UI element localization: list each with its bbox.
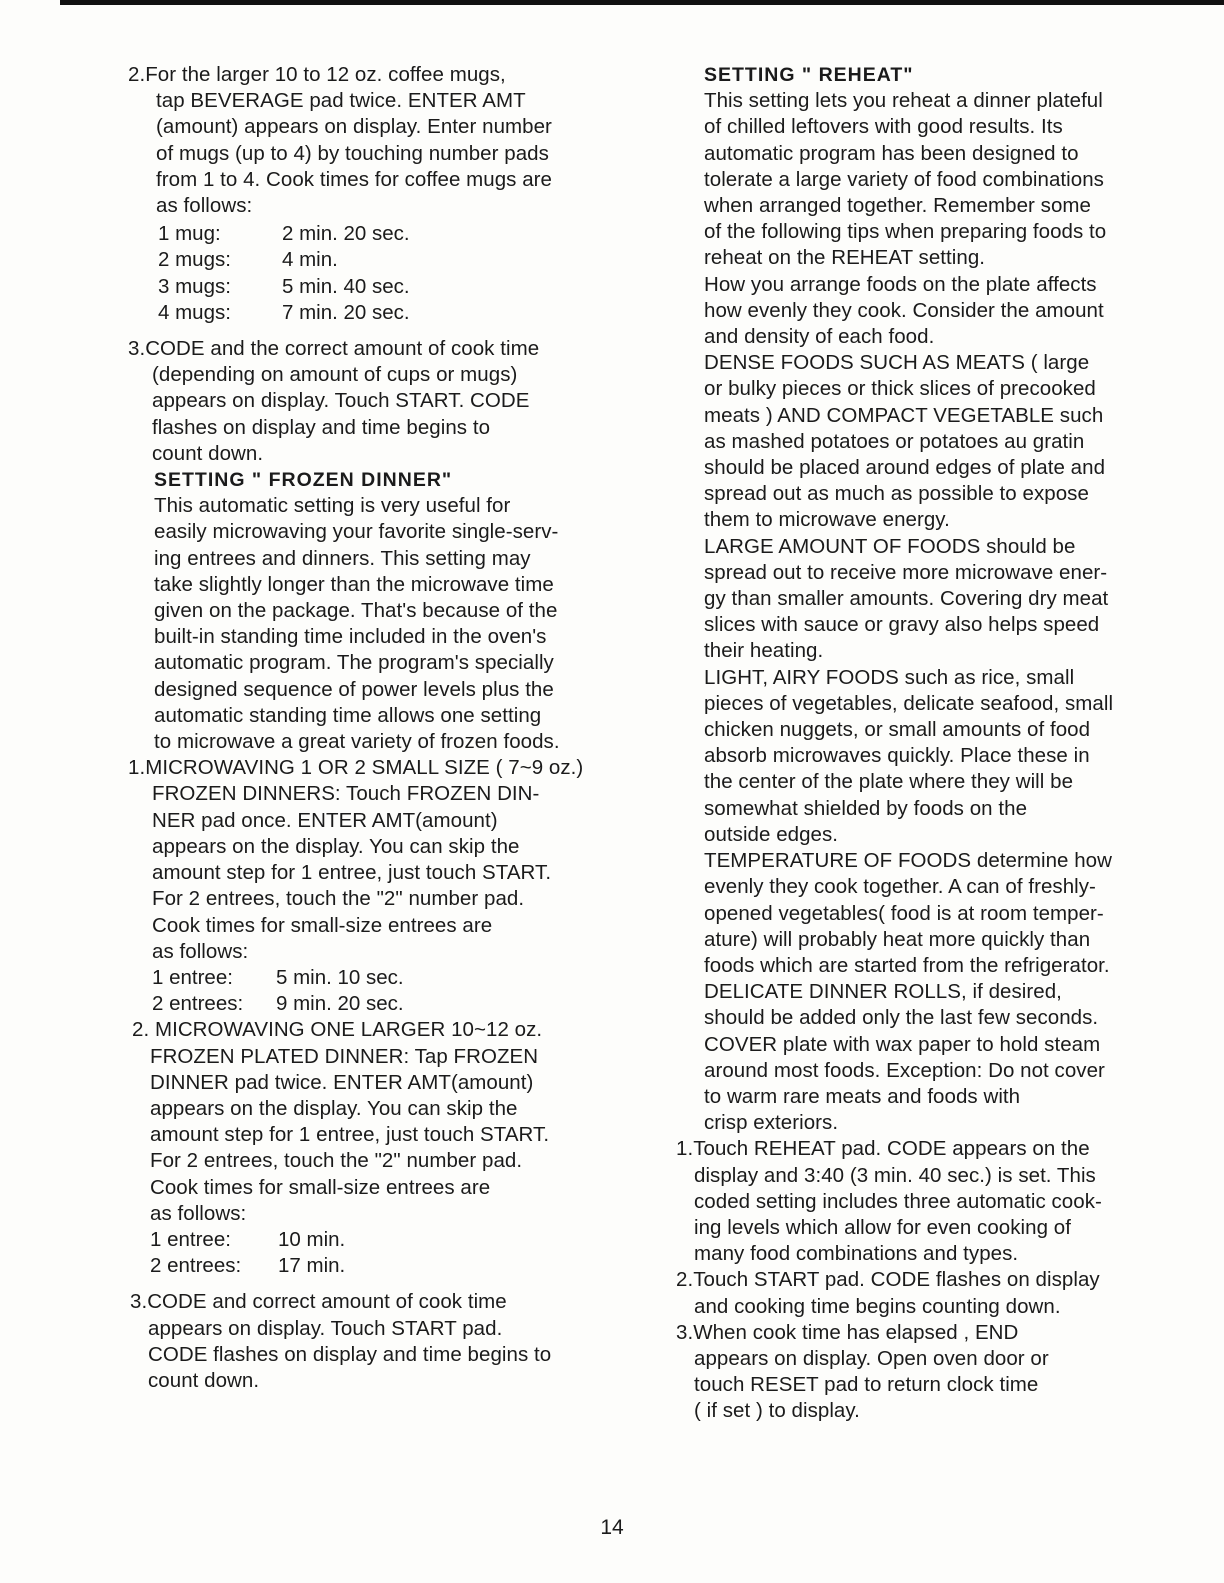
text-line: spread out as much as possible to expose [704, 482, 1089, 506]
text-line: display and 3:40 (3 min. 40 sec.) is set. This [694, 1163, 1096, 1187]
text-line: from 1 to 4. Cook times for coffee mugs are [156, 167, 552, 191]
frozen-step-1 [128, 755, 648, 965]
text-line: crisp exteriors. [704, 1111, 839, 1135]
text-line: FROZEN PLATED DINNER: Tap FROZEN [150, 1044, 539, 1068]
beverage-step-3 [128, 336, 648, 467]
text-line: and cooking time begins counting down. [694, 1294, 1061, 1318]
table-row [150, 1227, 648, 1253]
text-line: somewhat shielded by foods on the [704, 796, 1028, 820]
text-line: appears on display. Touch START. CODE [152, 389, 530, 413]
text-line: 3.CODE and the correct amount of cook time [128, 337, 540, 361]
entree-count: 1 entree: [152, 965, 233, 989]
text-line: foods which are started from the refrigerator. [704, 953, 1110, 977]
text-line: or bulky pieces or thick slices of precooked [704, 377, 1096, 401]
text-line: touch RESET pad to return clock time [694, 1373, 1039, 1397]
text-line: should be placed around edges of plate and [704, 456, 1106, 480]
text-line: amount step for 1 entree, just touch START. [152, 861, 552, 885]
text-line: automatic program. The program's specially [154, 651, 554, 675]
text-line: as follows: [152, 939, 249, 963]
text-line: of mugs (up to 4) by touching number pads [156, 141, 549, 165]
text-line: should be added only the last few seconds. [704, 1006, 1099, 1030]
mug-count: 3 mugs: [158, 274, 231, 298]
entree-time: 5 min. 10 sec. [276, 965, 404, 989]
text-line: LARGE AMOUNT OF FOODS should be [704, 534, 1076, 558]
text-line: flashes on display and time begins to [152, 415, 491, 439]
text-line: (amount) appears on display. Enter number [156, 115, 552, 139]
frozen-step-2 [128, 1017, 648, 1227]
reheat-heading: SETTING " REHEAT" [704, 64, 914, 86]
text-line: many food combinations and types. [694, 1242, 1019, 1266]
text-line: DINNER pad twice. ENTER AMT(amount) [150, 1070, 534, 1094]
text-line: meats ) AND COMPACT VEGETABLE such [704, 403, 1104, 427]
text-line: how evenly they cook. Consider the amount [704, 298, 1104, 322]
table-row [158, 274, 648, 300]
text-line: NER pad once. ENTER AMT(amount) [152, 808, 498, 832]
text-line: 2.For the larger 10 to 12 oz. coffee mugs, [128, 63, 506, 86]
text-line: 3.When cook time has elapsed , END [676, 1320, 1019, 1344]
text-line: For 2 entrees, touch the "2" number pad. [150, 1149, 523, 1173]
text-line: of chilled leftovers with good results. Its [704, 115, 1063, 139]
text-line: ature) will probably heat more quickly than [704, 927, 1091, 951]
table-row [158, 247, 648, 273]
text-line: coded setting includes three automatic cook- [694, 1189, 1102, 1213]
text-line: automatic standing time allows one setting [154, 703, 542, 727]
text-line: gy than smaller amounts. Covering dry meat [704, 587, 1109, 611]
text-line: COVER plate with wax paper to hold steam [704, 1032, 1101, 1056]
text-line: (depending on amount of cups or mugs) [152, 363, 518, 387]
table-row [158, 221, 648, 247]
text-line: them to microwave energy. [704, 508, 950, 532]
text-line: as mashed potatoes or potatoes au gratin [704, 429, 1085, 453]
text-line: 1.Touch REHEAT pad. CODE appears on the [676, 1137, 1090, 1161]
text-line: slices with sauce or gravy also helps speed [704, 613, 1100, 637]
text-line: given on the package. That's because of the [154, 599, 558, 623]
table-row [158, 300, 648, 326]
text-line: of the following tips when preparing foods to [704, 220, 1107, 244]
text-line: 3.CODE and correct amount of cook time [130, 1290, 507, 1314]
table-row [152, 965, 648, 991]
mug-time: 5 min. 40 sec. [282, 274, 410, 298]
text-line: ing levels which allow for even cooking of [694, 1215, 1071, 1239]
text-line: CODE flashes on display and time begins to [148, 1342, 552, 1366]
table-row [150, 1253, 648, 1279]
text-line: 2. MICROWAVING ONE LARGER 10~12 oz. [132, 1018, 543, 1042]
text-line: 1.MICROWAVING 1 OR 2 SMALL SIZE ( 7~9 oz.) [128, 756, 584, 780]
text-line: This automatic setting is very useful for [154, 494, 511, 518]
mug-count: 2 mugs: [158, 248, 231, 272]
text-line: Cook times for small-size entrees are [152, 913, 493, 937]
text-line: built-in standing time included in the oven's [154, 625, 547, 649]
frozen-dinner-heading: SETTING " FROZEN DINNER" [154, 469, 453, 492]
text-line: absorb microwaves quickly. Place these in [704, 744, 1090, 768]
text-line: Cook times for small-size entrees are [150, 1175, 491, 1199]
beverage-step-2 [128, 62, 648, 219]
table-row [152, 991, 648, 1017]
text-line: amount step for 1 entree, just touch START. [150, 1123, 550, 1147]
entree-count: 2 entrees: [150, 1254, 242, 1278]
text-line: appears on display. Touch START pad. [148, 1316, 503, 1340]
text-line: TEMPERATURE OF FOODS determine how [704, 849, 1112, 873]
text-line: as follows: [150, 1201, 247, 1225]
text-line: to warm rare meats and foods with [704, 1084, 1021, 1108]
text-line: the center of the plate where they will be [704, 770, 1074, 794]
text-line: ( if set ) to display. [694, 1399, 860, 1423]
right-column [672, 62, 1172, 1425]
text-line: when arranged together. Remember some [704, 194, 1092, 218]
text-line: to microwave a great variety of frozen foods. [154, 730, 560, 754]
text-line: outside edges. [704, 822, 839, 846]
small-entree-times-table [128, 965, 648, 1017]
text-line: How you arrange foods on the plate affects [704, 272, 1097, 296]
text-line: 2.Touch START pad. CODE flashes on display [676, 1268, 1100, 1292]
entree-time: 17 min. [278, 1254, 346, 1278]
text-line: For 2 entrees, touch the "2" number pad. [152, 887, 525, 911]
text-line: appears on the display. You can skip the [150, 1096, 518, 1120]
page-number: 14 [600, 1516, 624, 1539]
text-line: FROZEN DINNERS: Touch FROZEN DIN- [152, 782, 540, 806]
text-line: designed sequence of power levels plus the [154, 677, 554, 701]
frozen-dinner-intro [128, 493, 648, 755]
text-line: opened vegetables( food is at room temper- [704, 901, 1104, 925]
entree-count: 2 entrees: [152, 992, 244, 1016]
text-line: appears on display. Open oven door or [694, 1346, 1049, 1370]
text-line: ing entrees and dinners. This setting may [154, 546, 531, 570]
entree-time: 9 min. 20 sec. [276, 992, 404, 1016]
entree-time: 10 min. [278, 1227, 346, 1251]
text-line: count down. [148, 1368, 260, 1392]
mug-time: 4 min. [282, 248, 338, 272]
text-line: around most foods. Exception: Do not cover [704, 1058, 1105, 1082]
text-line: and density of each food. [704, 325, 935, 349]
mug-count: 1 mug: [158, 222, 221, 246]
text-line: LIGHT, AIRY FOODS such as rice, small [704, 665, 1075, 689]
text-line: chicken nuggets, or small amounts of food [704, 718, 1091, 742]
text-line: their heating. [704, 639, 824, 663]
text-line: automatic program has been designed to [704, 141, 1079, 165]
text-line: reheat on the REHEAT setting. [704, 246, 986, 270]
text-line: count down. [152, 441, 264, 465]
text-line: as follows: [156, 194, 253, 218]
text-line: tap BEVERAGE pad twice. ENTER AMT [156, 89, 526, 113]
text-line: spread out to receive more microwave ener- [704, 560, 1108, 584]
text-line: evenly they cook together. A can of freshly- [704, 875, 1096, 899]
frozen-step-3 [128, 1289, 648, 1394]
text-line: take slightly longer than the microwave time [154, 572, 554, 596]
text-line: easily microwaving your favorite single-serv- [154, 520, 559, 544]
reheat-body [672, 88, 1172, 1136]
mug-time: 7 min. 20 sec. [282, 300, 410, 324]
reheat-steps [672, 1136, 1172, 1424]
text-line: appears on the display. You can skip the [152, 834, 520, 858]
text-line: DELICATE DINNER ROLLS, if desired, [704, 980, 1062, 1004]
entree-count: 1 entree: [150, 1227, 231, 1251]
left-column [128, 62, 648, 1394]
mug-count: 4 mugs: [158, 300, 231, 324]
top-rule [60, 0, 1224, 5]
text-line: DENSE FOODS SUCH AS MEATS ( large [704, 351, 1090, 375]
text-line: This setting lets you reheat a dinner plateful [704, 89, 1103, 113]
text-line: pieces of vegetables, delicate seafood, small [704, 691, 1114, 715]
mug-times-table [128, 221, 648, 326]
large-entree-times-table [128, 1227, 648, 1279]
mug-time: 2 min. 20 sec. [282, 222, 410, 246]
text-line: tolerate a large variety of food combinations [704, 167, 1104, 191]
